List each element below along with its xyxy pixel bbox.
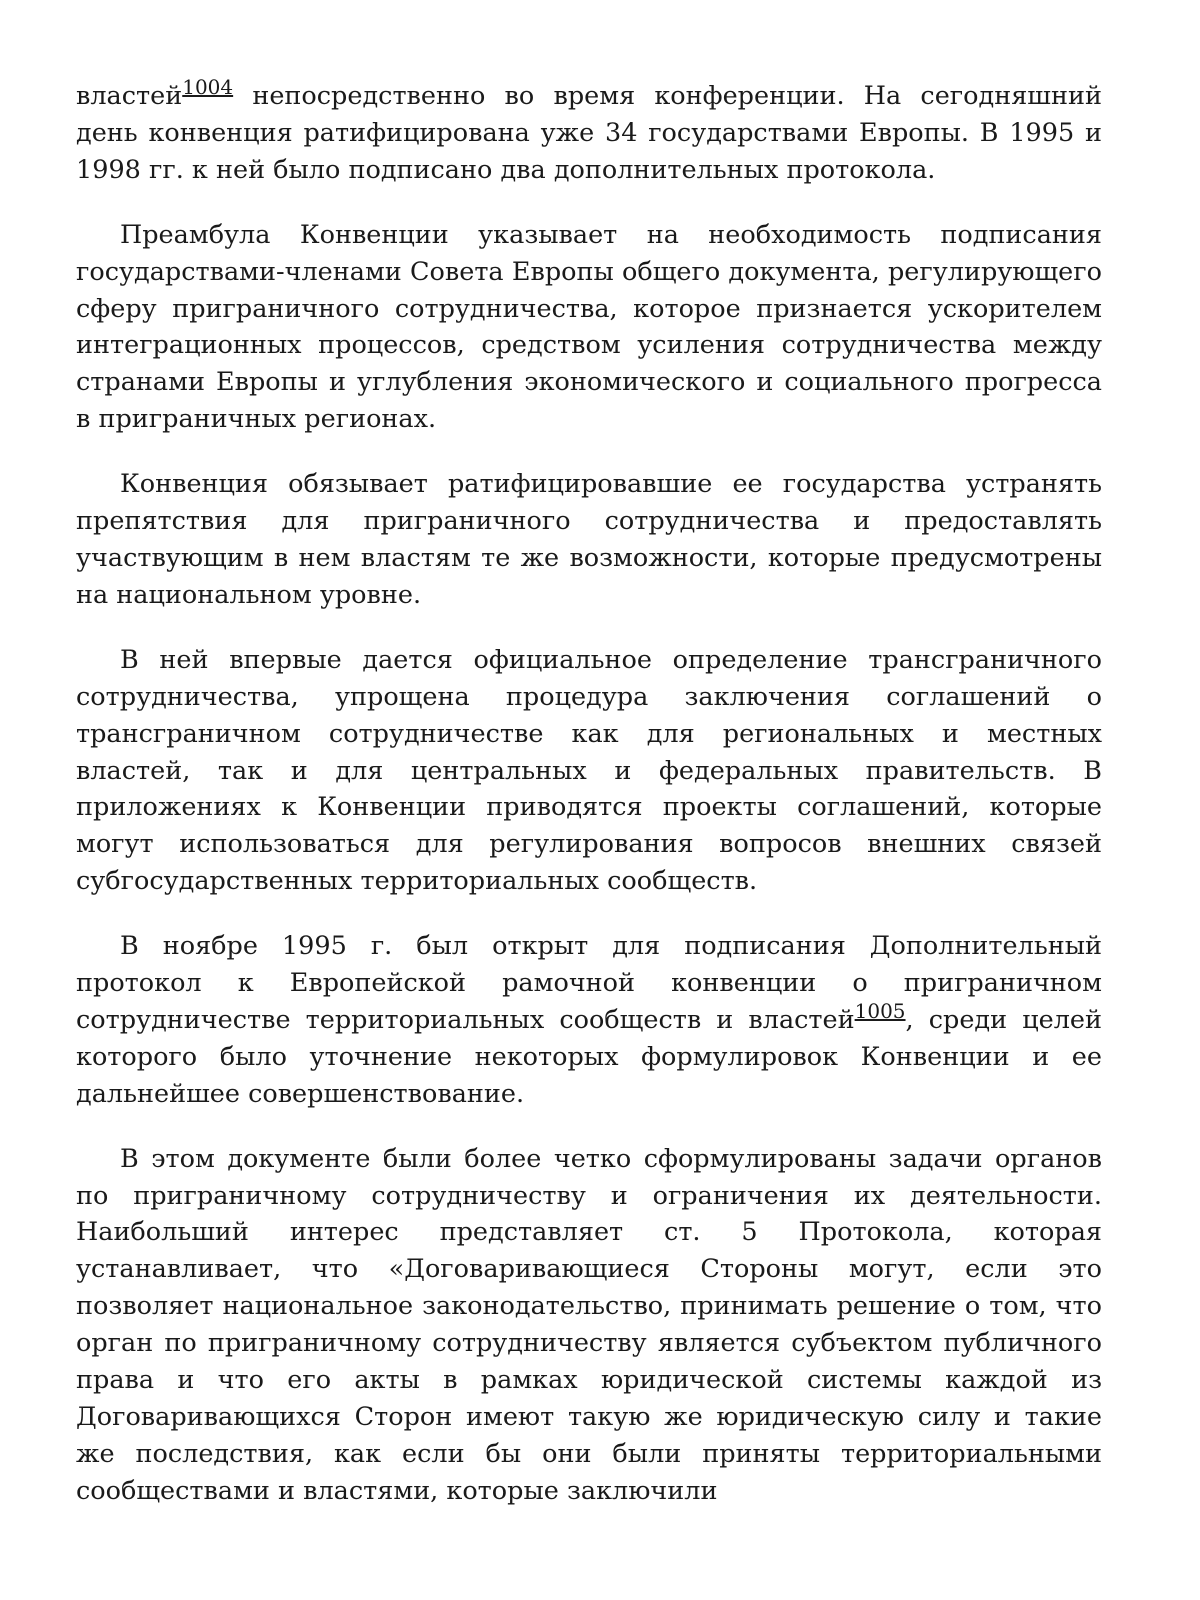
footnote-link-1005[interactable]: 1005 (854, 998, 906, 1023)
text-segment: непосредственно во время конференции. На сегодняшний день конвенция ратифицирована уже 34 государствами Европы. В 1995 и 1998 гг. к ней было подписано два дополнительных протокола. (76, 81, 1102, 185)
paragraph-3 (76, 466, 1102, 614)
text-segment: В ноябре 1995 г. был открыт для подписания Дополнительный протокол к Европейской рамочной конвенции о приграничном сотрудничестве территориальных сообществ и властей (76, 931, 1102, 1035)
paragraph-4 (76, 642, 1102, 900)
paragraph-5 (76, 928, 1102, 1113)
text-segment: В ней впервые дается официальное определение трансграничного сотрудничества, упрощена процедура заключения соглашений о трансграничном сотрудничестве как для региональных и местных властей, так и для центральных и федеральных правительств. В приложениях к Конвенции приводятся проекты соглашений, которые могут использоваться для регулирования вопросов внешних связей субгосударственных территориальных сообществ. (76, 644, 1102, 897)
text-segment: , среди целей которого было уточнение некоторых формулировок Конвенции и ее дальнейшее совершенствование. (76, 1004, 1102, 1109)
text-segment: Преамбула Конвенции указывает на необходимость подписания государствами-членами Совета Европы общего документа, регулирующего сферу приграничного сотрудничества, которое признается ускорителем интеграционных процессов, средством усиления сотрудничества между странами Европы и углубления экономического и социального прогресса в приграничных регионах. (76, 219, 1102, 435)
text-segment: властей (76, 81, 183, 111)
text-segment: Конвенция обязывает ратифицировавшие ее государства устранять препятствия для приграничного сотрудничества и предоставлять участвующим в нем властям те же возможности, которые предусмотрены на национальном уровне. (76, 469, 1102, 610)
footnote-link-1004[interactable]: 1004 (182, 75, 234, 99)
paragraph-6 (76, 1141, 1102, 1510)
text-segment: В этом документе были более четко сформулированы задачи органов по приграничному сотрудничеству и ограничения их деятельности. Наибольший интерес представляет ст. 5 Протокола, которая устанавливает, что «Договаривающиеся Стороны могут, если это позволяет национальное законодательство, принимать решение о том, что орган по приграничному сотрудничеству является субъектом публичного права и что его акты в рамках юридической системы каждой из Договаривающихся Сторон имеют такую же юридическую силу и такие же последствия, как если бы они были приняты территориальными сообществами и властями, которые заключили (76, 1143, 1102, 1506)
paragraph-1 (76, 75, 1102, 189)
paragraph-2 (76, 217, 1102, 438)
document-page (76, 75, 1102, 1538)
